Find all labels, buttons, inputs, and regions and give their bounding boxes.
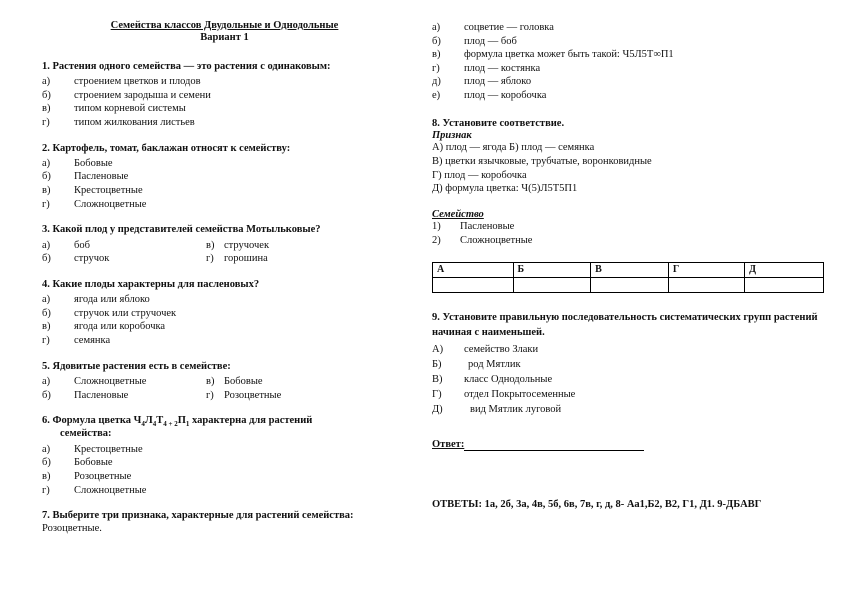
- variant-label: Вариант 1: [200, 32, 249, 44]
- question-3: 3. Какой плод у представителей семейства Мотыльковые?: [42, 224, 321, 236]
- q4-option-b: б) стручок или стручочек: [42, 307, 177, 319]
- question-7-family: Розоцветные.: [42, 522, 102, 534]
- answer-line[interactable]: [464, 439, 644, 451]
- feature-item: Д) формула цветка: Ч(5)Л5Т5П1: [432, 183, 578, 195]
- q5-option-row: а) Сложноцветные в) Бобовые: [42, 375, 263, 387]
- worksheet-title: Семейства классов Двудольные и Однодольные: [110, 20, 339, 31]
- answer-key: ОТВЕТЫ: 1а, 2б, 3а, 4в, 5б, 6в, 7в, г, д, 8- Аа1,Б2, В2, Г1, Д1. 9-ДБАВГ: [432, 499, 762, 510]
- question-1: 1. Растения одного семейства — это растения с одинаковым:: [42, 60, 331, 72]
- q7-option-e: д) плод — яблоко: [432, 76, 532, 88]
- q7-option-b: б) плод — боб: [432, 35, 517, 47]
- feature-item: Г) плод — коробочка: [432, 169, 527, 181]
- q5-option-row: б) Пасленовые г) Розоцветные: [42, 389, 282, 401]
- answer-cell[interactable]: [513, 278, 591, 293]
- q6-option-c: в) Розоцветные: [42, 471, 132, 483]
- question-6: 6. Формула цветка $Ч_4Л_4Т_{4 + 2}П_1$ характерна для растений: [42, 415, 313, 429]
- answer-field: [432, 439, 822, 451]
- answer-cell[interactable]: [668, 278, 744, 293]
- question-6-continued: семейства:: [60, 428, 112, 440]
- left-column: [42, 20, 407, 536]
- feature-heading: Признак: [432, 129, 472, 141]
- answer-field-label: Ответ:: [432, 438, 465, 450]
- q4-option-c: в) ягода или коробочка: [42, 321, 166, 333]
- question-5: 5. Ядовитые растения есть в семействе:: [42, 360, 231, 372]
- q4-option-d: г) семянка: [42, 334, 111, 346]
- family-item: 1) Пасленовые: [432, 221, 515, 233]
- q2-option-a: а) Бобовые: [42, 157, 113, 169]
- q7-option-c: в) формула цветка может быть такой: Ч5Л5Т∞П1: [432, 49, 674, 61]
- q2-option-b: б) Пасленовые: [42, 171, 129, 183]
- answer-table-header-row: [433, 263, 824, 278]
- answer-table-input-row: [433, 278, 824, 293]
- q9-option-c: В) класс Однодольные: [432, 373, 553, 385]
- q7-option-a: а) соцветие — головка: [432, 22, 554, 33]
- question-4: 4. Какие плоды характерны для пасленовых?: [42, 278, 260, 290]
- q7-option-d: г) плод — костянка: [432, 62, 541, 74]
- q3-option-row: а) боб в) стручочек: [42, 239, 270, 251]
- answer-table-header: Д: [745, 263, 824, 278]
- question-2: 2. Картофель, томат, баклажан относят к семейству:: [42, 142, 291, 154]
- q6-option-d: г) Сложноцветные: [42, 484, 147, 496]
- question-9: 9. Установите правильную последовательность систематических групп растений начиная с наименьшей.: [432, 312, 818, 338]
- answer-cell[interactable]: [433, 278, 514, 293]
- q1-option-d: г) типом жилкования листьев: [42, 116, 195, 128]
- question-7: 7. Выберите три признака, характерные для растений семейства:: [42, 510, 354, 522]
- q9-option-e: Д) вид Мятлик луговой: [432, 403, 562, 415]
- answer-cell[interactable]: [745, 278, 824, 293]
- q9-option-a: А) семейство Злаки: [432, 343, 539, 355]
- answer-table-header: В: [591, 263, 669, 278]
- q1-option-c: в) типом корневой системы: [42, 103, 186, 115]
- right-column: [432, 22, 822, 513]
- answer-table: [432, 262, 824, 293]
- q2-option-c: в) Крестоцветные: [42, 185, 143, 197]
- q1-option-a: а) строением цветков и плодов: [42, 76, 201, 88]
- feature-item: В) цветки язычковые, трубчатые, воронковидные: [432, 155, 652, 167]
- question-8: 8. Установите соответствие.: [432, 117, 565, 129]
- answer-table-header: А: [433, 263, 514, 278]
- feature-item: А) плод — ягода Б) плод — семянка: [432, 142, 595, 154]
- family-heading: Семейство: [432, 208, 484, 220]
- q1-option-b: б) строением зародыша и семени: [42, 89, 211, 101]
- q9-option-b: Б) род Мятлик: [432, 358, 521, 370]
- q6-option-a: а) Крестоцветные: [42, 443, 143, 455]
- q4-option-a: а) ягода или яблоко: [42, 294, 150, 306]
- q9-option-d: Г) отдел Покрытосеменные: [432, 388, 576, 400]
- answer-table-header: Б: [513, 263, 591, 278]
- q2-option-d: г) Сложноцветные: [42, 198, 147, 210]
- q7-option-f: е) плод — коробочка: [432, 89, 547, 101]
- answer-table-header: Г: [668, 263, 744, 278]
- family-item: 2) Сложноцветные: [432, 234, 533, 246]
- q3-option-row: б) стручок г) горошина: [42, 253, 268, 265]
- q6-option-b: б) Бобовые: [42, 457, 113, 469]
- answer-cell[interactable]: [591, 278, 669, 293]
